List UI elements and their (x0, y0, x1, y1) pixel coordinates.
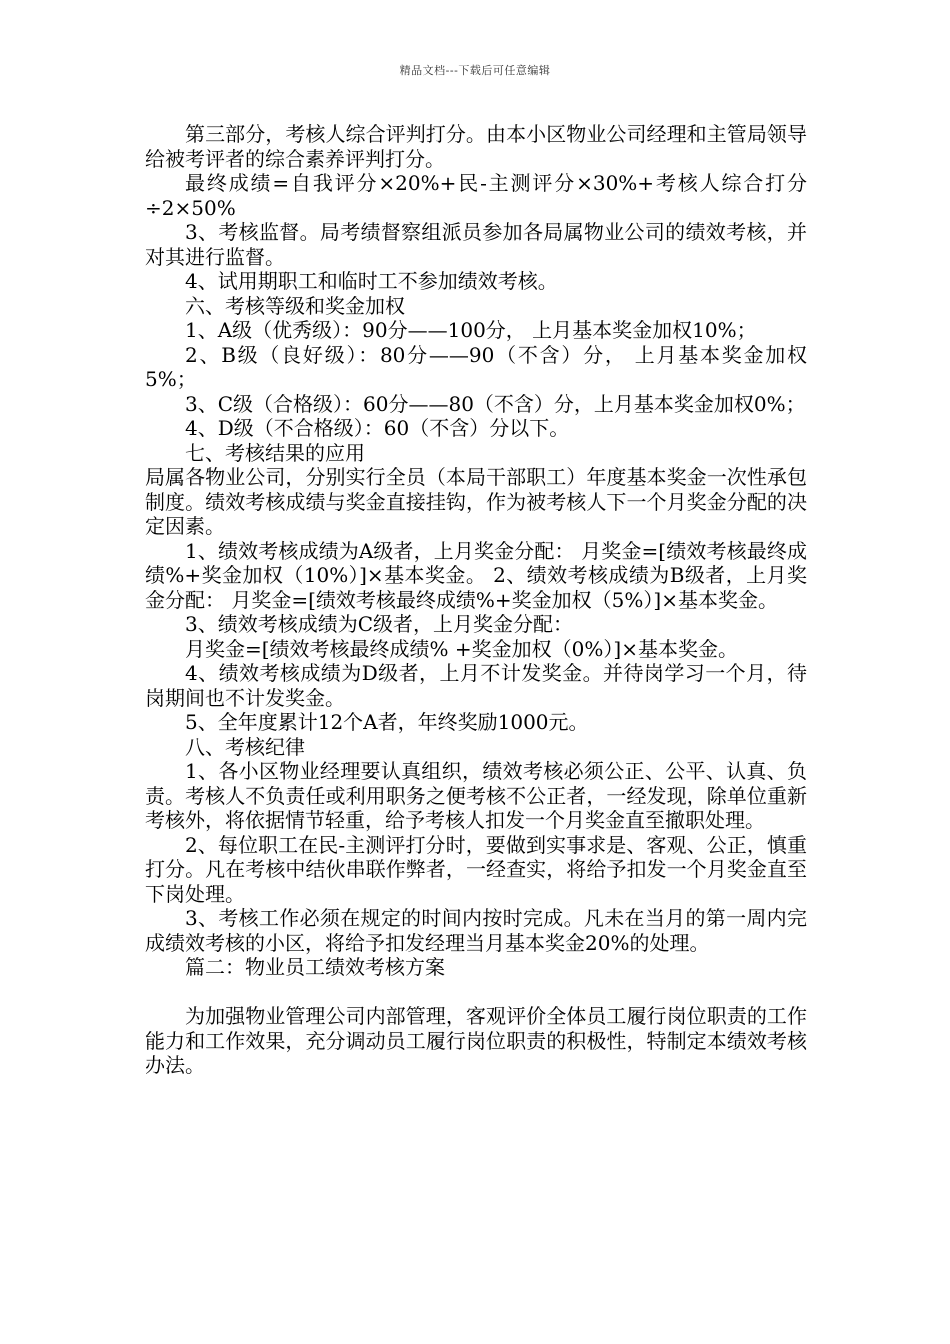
page-header: 精品文档---下载后可任意编辑 (399, 64, 551, 77)
paragraph-discipline-1: 1、各小区物业经理要认真组织，绩效考核必须公正、公平、认真、负责。考核人不负责任或利用职务之便考核不公正者，一经发现，除单位重新考核外，将依据情节轻重，给予考核人扣发一个月奖金直至撤职处理。 (145, 759, 807, 832)
paragraph-bonus-system: 局属各物业公司，分别实行全员（本局干部职工）年度基本奖金一次性承包制度。绩效考核成绩与奖金直接挂钩，作为被考核人下一个月奖金分配的决定因素。 (145, 465, 807, 538)
paragraph-grade-b: 2、B级（良好级）：80分——90（不含）分， 上月基本奖金加权5%； (145, 342, 807, 391)
paragraph-intro-part-two: 为加强物业管理公司内部管理，客观评价全体员工履行岗位职责的工作能力和工作效果，充分调动员工履行岗位职责的积极性，特制定本绩效考核办法。 (145, 1004, 807, 1077)
paragraph-supervision: 3、考核监督。局考绩督察组派员参加各局属物业公司的绩效考核，并对其进行监督。 (145, 220, 807, 269)
paragraph-probation: 4、试用期职工和临时工不参加绩效考核。 (185, 269, 558, 293)
paragraph-discipline-2: 2、每位职工在民-主测评打分时，要做到实事求是、客观、公正，慎重打分。凡在考核中结伙串联作弊者，一经查实，将给予扣发一个月奖金直至下岗处理。 (145, 832, 807, 906)
paragraph-grade-d: 4、D级（不合格级）：60（不含）分以下。 (185, 416, 570, 440)
document-body (145, 122, 807, 1078)
paragraph-bonus-a-b: 1、绩效考核成绩为A级者，上月奖金分配： 月奖金=[绩效考核最终成绩%+奖金加权（10%）]×基本奖金。 2、绩效考核成绩为B级者，上月奖金分配： 月奖金=[绩效考核最终成绩%+奖金加权（5%）]×基本奖金。 (145, 538, 807, 612)
paragraph-bonus-d: 4、绩效考核成绩为D级者，上月不计发奖金。并待岗学习一个月，待岗期间也不计发奖金。 (145, 661, 807, 710)
paragraph-grade-c: 3、C级（合格级）：60分——80（不含）分，上月基本奖金加权0%； (185, 391, 806, 416)
paragraph-final-score-formula: 最终成绩=自我评分×20%+民-主测评分×30%+考核人综合打分÷2×50% (145, 171, 807, 220)
section-heading-grades: 六、考核等级和奖金加权 (185, 293, 405, 318)
paragraph-grade-a: 1、A级（优秀级）：90分——100分， 上月基本奖金加权10%； (185, 318, 757, 342)
section-heading-part-two: 篇二：物业员工绩效考核方案 (185, 955, 445, 979)
section-heading-discipline: 八、考核纪律 (185, 734, 305, 759)
paragraph-annual-reward: 5、全年度累计12个A者，年终奖励1000元。 (185, 710, 589, 734)
paragraph-bonus-c-formula: 月奖金=[绩效考核最终成绩% +奖金加权（0%）]×基本奖金。 (185, 636, 738, 661)
paragraph-bonus-c: 3、绩效考核成绩为C级者，上月奖金分配： (185, 612, 574, 636)
section-heading-results: 七、考核结果的应用 (185, 440, 365, 465)
paragraph-part-three: 第三部分，考核人综合评判打分。由本小区物业公司经理和主管局领导给被考评者的综合素养评判打分。 (145, 122, 807, 171)
paragraph-discipline-3: 3、考核工作必须在规定的时间内按时完成。凡未在当月的第一周内完成绩效考核的小区，将给予扣发经理当月基本奖金20%的处理。 (145, 906, 807, 955)
